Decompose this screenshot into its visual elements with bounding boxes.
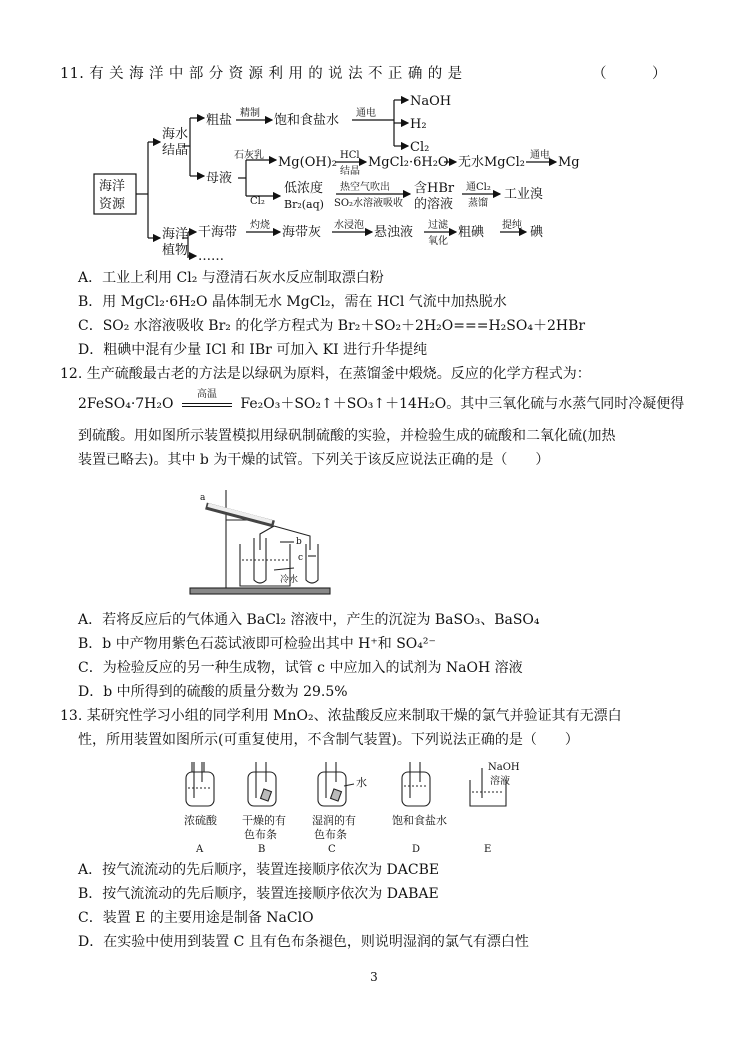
- mgcl2-hydrate: MgCl₂·6H₂O: [368, 155, 449, 170]
- burn-label: 灼烧: [250, 220, 270, 231]
- q12-equation: [78, 389, 685, 414]
- cl2-small: Cl₂: [250, 196, 265, 207]
- page-number: 3: [370, 970, 378, 984]
- low-br-2: Br₂(aq): [284, 198, 324, 211]
- q13-option-c: C．装置 E 的主要用途是制备 NaClO: [78, 910, 314, 926]
- ellipsis: ……: [198, 249, 224, 264]
- electro2-label: 通电: [530, 150, 550, 161]
- label-c-text-1: 湿润的有: [312, 814, 356, 827]
- q12-eq-cond-label: 高温: [196, 389, 217, 400]
- h2: H₂: [410, 117, 427, 132]
- label-a-text: 浓硫酸: [184, 814, 217, 827]
- q12-option-c: C．为检验反应的另一种生成物，试管 c 中应加入的试剂为 NaOH 溶液: [78, 660, 523, 676]
- q12-line-4: 装置已略去)。其中 b 为干燥的试管。下列关于该反应说法正确的是（ ）: [78, 452, 550, 468]
- q11-paren-right: ）: [652, 66, 667, 82]
- q12-option-a: A．若将反应后的气体通入 BaCl₂ 溶液中，产生的沉淀为 BaSO₃、BaSO₄: [78, 612, 540, 628]
- label-e-text-1: NaOH: [488, 762, 520, 773]
- lime-label: 石灰乳: [234, 150, 264, 161]
- q12-apparatus-figure: [170, 480, 370, 610]
- q11-option-a: A．工业上利用 Cl₂ 与澄清石灰水反应制取漂白粉: [78, 270, 384, 286]
- ocean-label-2: 资源: [99, 197, 126, 212]
- q12-eq-condition: [178, 389, 236, 414]
- cl2: Cl₂: [410, 140, 430, 155]
- label-b-text-1: 干燥的有: [242, 814, 286, 827]
- dried-kelp: 干海带: [198, 225, 238, 240]
- q11-option-b: B．用 MgCl₂·6H₂O 晶体制无水 MgCl₂，需在 HCl 气流中加热脱水: [78, 294, 507, 310]
- q12-eq-left: 2FeSO₄·7H₂O: [78, 396, 174, 412]
- hbr-1: 含HBr: [414, 181, 455, 196]
- q12-line-3: 到硫酸。用如图所示装置模拟用绿矾制硫酸的实验，并检验生成的硫酸和二氧化硫(加热: [78, 428, 616, 444]
- label-c-text-2: 色布条: [314, 828, 347, 841]
- label-a: a: [200, 493, 206, 503]
- q13-apparatus-figure: [170, 752, 550, 856]
- q12-option-b: B．b 中产物用紫色石蕊试液即可检验出其中 H⁺和 SO₄²⁻: [78, 636, 436, 652]
- q13-option-d: D．在实验中使用到装置 C 且有色布条褪色，则说明湿润的氯气有漂白性: [78, 934, 529, 950]
- q11-flow-diagram: [0, 88, 748, 270]
- plant-label-1: 海洋: [162, 227, 189, 242]
- q11-option-c: C．SO₂ 水溶液吸收 Br₂ 的化学方程式为 Br₂＋SO₂＋2H₂O===H₂SO₄＋2HBr: [78, 318, 586, 334]
- hcl-label: HCl: [340, 150, 360, 161]
- q11-paren-left: （: [592, 66, 607, 82]
- letter-e: E: [484, 844, 492, 855]
- mother-liquor: 母液: [206, 171, 233, 186]
- label-c: c: [298, 553, 304, 563]
- mgoh2: Mg(OH)₂: [278, 155, 337, 170]
- crude-salt: 粗盐: [206, 113, 233, 128]
- crystal-label-1: 海水: [162, 127, 189, 142]
- crude-iodine: 粗碘: [458, 225, 485, 240]
- suspension: 悬浊液: [374, 225, 414, 240]
- cl2-pass-label: 通Cl₂: [466, 182, 491, 193]
- mg: Mg: [558, 155, 580, 170]
- q11-title: 11. 有 关 海 洋 中 部 分 资 源 利 用 的 说 法 不 正 确 的 是: [60, 66, 463, 82]
- refine-label: 精制: [240, 108, 260, 119]
- hbr-2: 的溶液: [414, 197, 454, 212]
- kelp-ash: 海带灰: [282, 225, 322, 240]
- crystal-label-2: 结晶: [162, 143, 189, 158]
- distill-label: 蒸馏: [468, 198, 488, 209]
- letter-c: C: [328, 844, 336, 855]
- q13-option-a: A．按气流流动的先后顺序，装置连接顺序依次为 DACBE: [78, 862, 440, 878]
- plant-label-2: 植物: [162, 243, 189, 258]
- q12-line-1: 12. 生产硫酸最古老的方法是以绿矾为原料，在蒸馏釜中煅烧。反应的化学方程式为：: [60, 366, 591, 382]
- letter-b: B: [258, 844, 266, 855]
- label-cold-water: 冷水: [280, 575, 299, 585]
- industrial-bromine: 工业溴: [504, 187, 544, 202]
- letter-a: A: [196, 844, 204, 855]
- iodine: 碘: [530, 225, 544, 240]
- letter-d: D: [412, 844, 421, 855]
- ocean-label-1: 海洋: [99, 179, 126, 194]
- q13-line-1: 13. 某研究性学习小组的同学利用 MnO₂、浓盐酸反应来制取干燥的氯气并验证其有无漂白: [60, 708, 622, 724]
- q11-option-d: D．粗碘中混有少量 ICl 和 IBr 可加入 KI 进行升华提纯: [78, 342, 428, 358]
- electrolysis-label: 通电: [356, 108, 376, 119]
- filter-label: 过滤: [428, 220, 448, 231]
- label-d-text: 饱和食盐水: [392, 814, 447, 827]
- so2-absorb-label: SO₂水溶液吸收: [334, 198, 404, 209]
- brine: 饱和食盐水: [274, 113, 340, 128]
- q13-option-b: B．按气流流动的先后顺序，装置连接顺序依次为 DABAE: [78, 886, 439, 902]
- anhydrous-mgcl2: 无水MgCl₂: [458, 155, 525, 170]
- oxidize-label: 氧化: [428, 236, 448, 247]
- q13-line-2: 性，所用装置如图所示(可重复使用，不含制气装置)。下列说法正确的是（ ）: [78, 732, 579, 748]
- naoh: NaOH: [410, 94, 452, 109]
- crystallize-label: 结晶: [340, 166, 360, 177]
- soak-label: 水浸泡: [334, 220, 364, 231]
- label-e-text-2: 溶液: [490, 776, 510, 787]
- q12-option-d: D．b 中所得到的硫酸的质量分数为 29.5%: [78, 684, 348, 700]
- purify-label: 提纯: [502, 220, 522, 231]
- label-b-text-2: 色布条: [244, 828, 277, 841]
- low-br-1: 低浓度: [284, 181, 324, 196]
- label-b: b: [296, 537, 302, 547]
- hot-air-label: 热空气吹出: [340, 182, 390, 193]
- q12-eq-right: Fe₂O₃＋SO₂↑＋SO₃↑＋14H₂O。其中三氧化硫与水蒸气同时冷凝便得: [240, 396, 685, 412]
- label-c-water: 水: [356, 776, 367, 789]
